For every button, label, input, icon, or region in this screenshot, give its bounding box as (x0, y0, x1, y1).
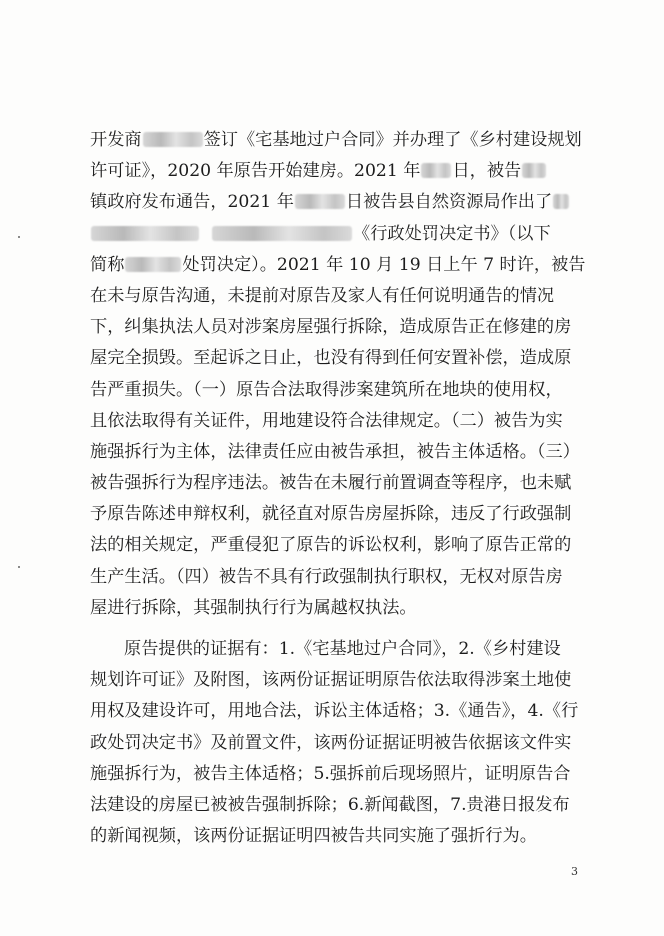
text-line: 在未与原告沟通，未提前对原告及家人有任何说明通告的情况 (90, 285, 555, 306)
redaction-blur (295, 194, 345, 209)
text-segment: 镇政府发布通告，2021 年 (90, 192, 294, 213)
paragraph-1 (90, 125, 586, 624)
text-line: 的新闻视频，该两份证据证明四被告共同实施了强折行为。 (90, 826, 537, 847)
text-segment: 许可证》，2020 年原告开始建房。2021 年 (90, 161, 421, 182)
text-line: 法的相关规定，严重侵犯了原告的诉讼权利，影响了原告正常的 (90, 535, 572, 556)
text-segment: 签订《宅基地过户合同》并办理了《乡村建设规划 (203, 130, 582, 150)
text-segment: 开发商 (90, 130, 142, 150)
text-line: 告严重损失。（一）原告合法取得涉案建筑所在地块的使用权， (90, 379, 563, 400)
text-segment: 简称 (90, 254, 125, 275)
text-line (90, 187, 586, 218)
text-line: 用权及建设许可，用地合法，诉讼主体适格；3.《通告》，4.《行 (90, 701, 579, 722)
text-line: 施强拆行为，被告主体适格；5.强拆前后现场照片，证明原告合 (90, 763, 571, 784)
redaction-blur (553, 194, 569, 209)
text-line: 原告提供的证据有：1.《宅基地过户合同》，2.《乡村建设 (124, 639, 561, 659)
text-line: 予原告陈述申辩权利，就径直对原告房屋拆除，违反了行政强制 (90, 504, 572, 525)
document-body (90, 125, 586, 852)
text-line: 规划许可证》及附图，该两份证据证明原告依法取得涉案土地使 (90, 670, 572, 691)
text-line: 下，纠集执法人员对涉案房屋强行拆除，造成原告正在修建的房 (90, 317, 572, 338)
text-line: 政处罚决定书》及前置文件，该两份证据证明被告依据该文件实 (90, 732, 572, 753)
redaction-blur (522, 163, 546, 178)
text-line: 屋进行拆除，其强制执行行为属越权执法。 (90, 597, 417, 618)
paragraph-2 (90, 634, 586, 852)
text-line: 法建设的房屋已被被告强制拆除；6.新闻截图，7.贵港日报发布 (90, 794, 570, 815)
redaction-blur (212, 226, 352, 241)
binding-mark (18, 236, 20, 238)
redaction-blur (125, 257, 181, 272)
text-line (90, 125, 586, 156)
page-number: 3 (571, 865, 578, 878)
redaction-blur (421, 163, 451, 178)
text-segment: 日，被告 (452, 161, 522, 182)
text-segment: 《行政处罚决定书》（以下 (353, 223, 551, 244)
text-line: 生产生活。（四）被告不具有行政强制执行职权，无权对原告房 (90, 566, 563, 587)
text-segment: 处罚决定）。2021 年 10 月 19 日上午 7 时许，被告 (182, 254, 586, 275)
text-line: 且依法取得有关证件，用地建设符合法律规定。（二）被告为实 (90, 410, 563, 431)
text-line (90, 156, 586, 187)
text-segment: 日被告县自然资源局作出了 (345, 192, 553, 213)
text-line: 施强拆行为主体，法律责任应由被告承担，被告主体适格。（三） (90, 441, 580, 462)
redaction-blur (91, 226, 199, 241)
text-line (90, 219, 586, 250)
text-line: 被告强拆行为程序违法。被告在未履行前置调查等程序，也未赋 (90, 473, 572, 494)
binding-mark (18, 566, 20, 568)
text-line (90, 250, 586, 281)
text-line: 屋完全损毁。至起诉之日止，也没有得到任何安置补偿，造成原 (90, 348, 572, 369)
redaction-blur (143, 132, 203, 147)
